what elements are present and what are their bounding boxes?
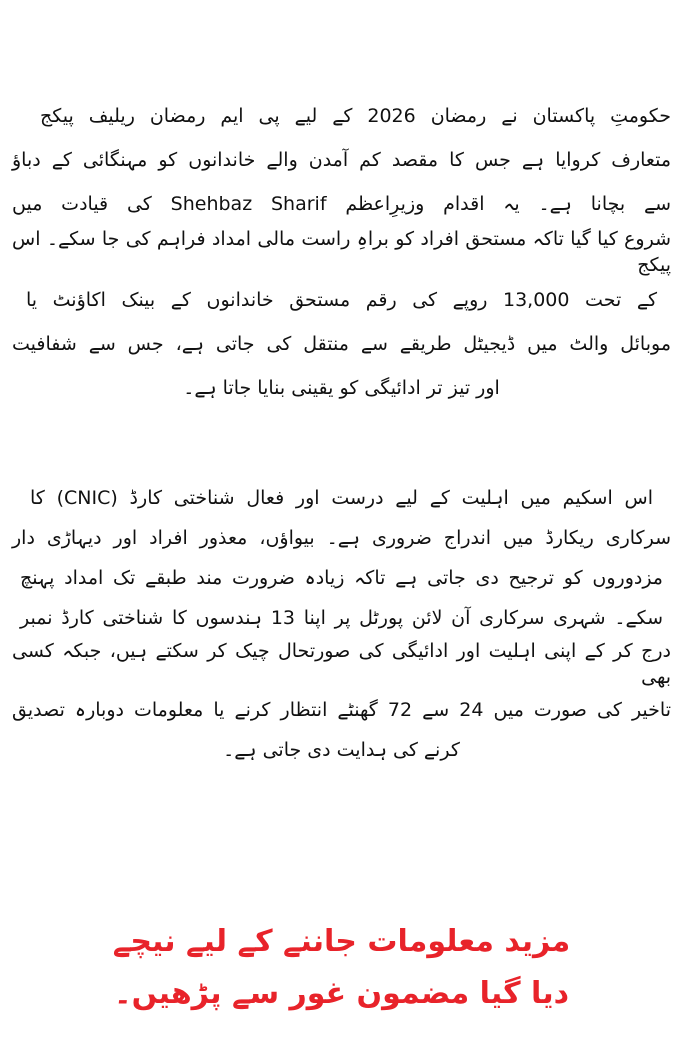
paragraph-1-line [12, 366, 671, 410]
paragraph-2-line [12, 558, 671, 598]
paragraph-1-line [12, 94, 671, 138]
paragraph-2-line [12, 478, 671, 518]
callout-line: دیا گیا مضمون غور سے پڑھیں۔ [114, 976, 569, 1011]
paragraph-2-line [12, 598, 671, 638]
paragraph-2-line [12, 730, 671, 770]
paragraph-1-line-text: حکومتِ پاکستان نے رمضان 2026 کے لیے پی ایم رمضان ریلیف پیکج [40, 105, 671, 127]
paragraph-1-line-text: اور تیز تر ادائیگی کو یقینی بنایا جاتا ہے۔ [183, 377, 500, 399]
read-more-callout [0, 920, 683, 1044]
paragraph-1-line [12, 138, 671, 182]
callout-line: مزید معلومات جاننے کے لیے نیچے [112, 924, 571, 959]
paragraph-2-line-text: تاخیر کی صورت میں 24 سے 72 گھنٹے انتظار کرنے یا معلومات دوبارہ تصدیق [12, 699, 671, 721]
paragraph-1-line-text: موبائل والٹ میں ڈیجیٹل طریقے سے منتقل کی جاتی ہے، جس سے شفافیت [12, 333, 671, 355]
paragraph-1-line-text: سے بچانا ہے۔ یہ اقدام وزیرِاعظم Shehbaz Sharif کی قیادت میں [12, 193, 672, 215]
paragraph-2-line [12, 690, 671, 730]
paragraph-2-line [12, 638, 671, 690]
paragraph-1-line [12, 322, 671, 366]
paragraph-2 [0, 478, 683, 770]
paragraph-1 [0, 94, 683, 410]
paragraph-1-line [12, 182, 671, 226]
paragraph-1-line-text: متعارف کروایا ہے جس کا مقصد کم آمدن والے خاندانوں کو مہنگائی کے دباؤ [12, 149, 671, 171]
paragraph-2-line [12, 518, 671, 558]
paragraph-1-line-text: شروع کیا گیا تاکہ مستحق افراد کو براہِ راست مالی امداد فراہم کی جا سکے۔ اس پیکج [12, 228, 671, 276]
paragraph-1-line [12, 278, 671, 322]
paragraph-2-line-text: مزدوروں کو ترجیح دی جاتی ہے تاکہ زیادہ ضرورت مند طبقے تک امداد پہنچ [20, 567, 663, 589]
paragraph-2-line-text: اس اسکیم میں اہلیت کے لیے درست اور فعال شناختی کارڈ (CNIC) کا [30, 487, 653, 509]
paragraph-2-line-text: سرکاری ریکارڈ میں اندراج ضروری ہے۔ بیواؤں، معذور افراد اور دیہاڑی دار [12, 527, 671, 549]
paragraph-2-line-text: کرنے کی ہدایت دی جاتی ہے۔ [223, 739, 460, 761]
paragraph-1-line-text: کے تحت 13,000 روپے کی رقم مستحق خاندانوں کے بینک اکاؤنٹ یا [26, 289, 658, 311]
paragraph-2-line-text: درج کر کے اپنی اہلیت اور ادائیگی کی صورتحال چیک کر سکتے ہیں، جبکہ کسی بھی [12, 640, 671, 688]
paragraph-2-line-text: سکے۔ شہری سرکاری آن لائن پورٹل پر اپنا 13 ہندسوں کا شناختی کارڈ نمبر [20, 607, 664, 629]
paragraph-1-line [12, 226, 671, 278]
